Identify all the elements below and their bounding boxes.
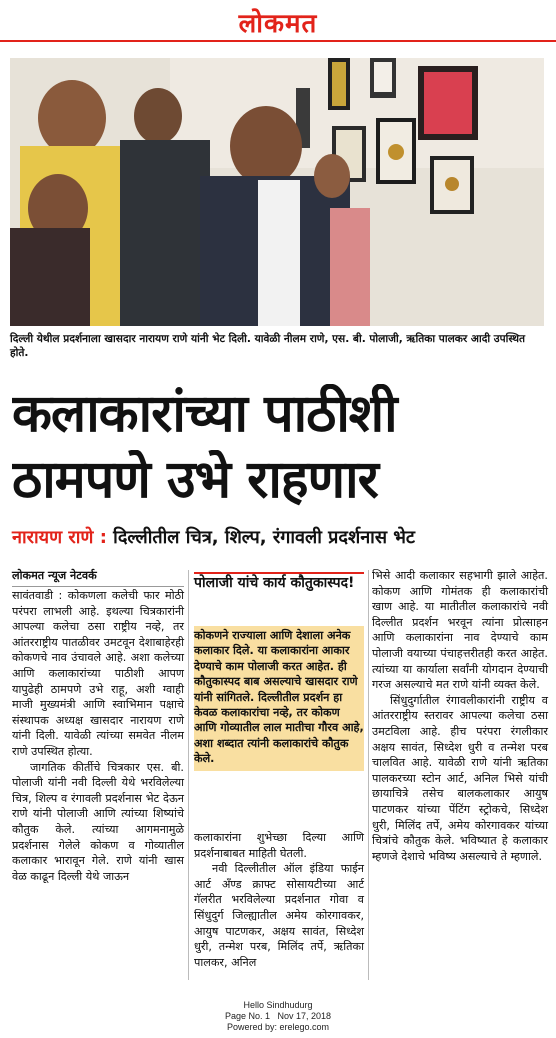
column-divider <box>188 570 189 980</box>
masthead-rule <box>0 40 556 42</box>
exhibition-photo-illustration <box>10 58 544 326</box>
paragraph: भिसे आदी कलाकार सहभागी झाले आहेत. कोकण आणि गोमंतक ही कलाकारांची खाण आहे. या मातीतील कलाकारांचे नवी दिल्लीत प्रदर्शन भरवून त्यांना प्रोत्साहन आणि कलाकारांना नाव देण्याचे काम पोलाजी वयाच्या पंचाहत्तरीतही करत आहेत. त्यांच्या या कार्याला सर्वांनी योगदान देण्याची गरज असल्याचे मत राणे यांनी व्यक्त केले. <box>372 569 548 692</box>
paragraph: सिंधुदुर्गातील रंगावलीकारांनी राष्ट्रीय व आंतरराष्ट्रीय स्तरावर आपल्या कलेचा ठसा उमटविला आहे. हीच परंपरा रंगलीकार अक्षय सावंत, सिध्देश धुरी व तन्मेश परब चालवित आहे. यावेळी राणे यांनी ऋतिका पालकरच्या स्टोन आर्ट, अनिल भिसे यांची छायाचित्रे तसेच बालकलाकार आयुष पाटणकर यांच्या पेंटिंग स्ट्रोकचे, सिध्देश धुरी, मिलिंद तर्पे, अमेय कोरगावकर यांच्या चित्रांचे कौतुक केले. भविष्यात हे कलाकार म्हणजे देशाचे भविष्य असल्याचे ते म्हणाले. <box>372 693 548 863</box>
article-column-2 <box>194 830 364 970</box>
article-column-1 <box>12 588 184 884</box>
box-title: पोलाजी यांचे कार्य कौतुकास्पद! <box>194 575 355 591</box>
headline-line-2: ठामपणे उभे राहणार <box>12 450 378 510</box>
article-column-3 <box>372 568 548 864</box>
paragraph: जागतिक कीर्तीचे चित्रकार एस. बी. पोलाजी यांनी नवी दिल्ली येथे भरविलेल्या चित्र, शिल्प व रंगावली प्रदर्शनास भेट देऊन राणे यांनी पोलाजी आणि त्यांच्या शिष्यांचे कौतुक केले. त्यांच्या आगमनामुळे प्रदर्शनास गेलेले कोकण व गोव्यातील कलाकार भारावून गेले. राणे यांनी खास वेळ काढून दिल्ली येथे जाऊन <box>12 760 184 883</box>
footer-page-date: Page No. 1 Nov 17, 2018 <box>224 1011 332 1021</box>
masthead <box>0 0 556 44</box>
page-footer <box>0 1000 556 1033</box>
paragraph: सावंतवाडी : कोकणला कलेची फार मोठी परंपरा लाभली आहे. इथल्या चित्रकारांनी आपल्या कलेचा ठसा राष्ट्रीय नव्हे, तर आंतरराष्ट्रीय पातळीवर उमटवून देशाबाहेरही कोकणचे नाव उंचावले आहे. अशा कलेच्या आणि कलाकारांच्या पाठीशी आपण यापुढेही ठामपणे उभे राहू, अशी ग्वाही माजी मुख्यमंत्री आणि स्वाभिमान पक्षाचे संस्थापक अध्यक्ष खासदार नारायण राणे यांनी दिली. यावेळी त्यांच्या समवेत नीलम राणे उपस्थित होत्या. <box>12 589 184 758</box>
subhead-text: दिल्लीतील चित्र, शिल्प, रंगावली प्रदर्शनास भेट <box>106 527 416 548</box>
highlight-quote-box: कोकणने राज्याला आणि देशाला अनेक कलाकार दिले. या कलाकारांना आकार देण्याचे काम पोलाजी करत आहेत. ही कौतुकास्पद बाब असल्याचे खासदार राणे यांनी सांगितले. दिल्लीतील प्रदर्शन हा केवळ कलाकारांचा नव्हे, तर कोकण आणि गोव्यातील लाल मातीचा गौरव आहे, अशा शब्दात त्यांनी कलाकारांचे कौतुक केले. <box>194 626 364 771</box>
footer-publication: Hello Sindhudurg <box>243 1000 313 1010</box>
subheadline <box>12 525 544 551</box>
paragraph: कलाकारांना शुभेच्छा दिल्या आणि प्रदर्शनाबाबत माहिती घेतली. <box>194 831 364 860</box>
column-divider <box>368 570 369 980</box>
headline-line-1: कलाकारांच्या पाठीशी <box>12 384 397 444</box>
subhead-speaker: नारायण राणे : <box>12 527 107 548</box>
byline-divider <box>12 586 184 587</box>
photo-caption: दिल्ली येथील प्रदर्शनाला खासदार नारायण राणे यांनी भेट दिली. यावेळी नीलम राणे, एस. बी. पोलाजी, ऋतिका पालकर आदी उपस्थित होते. <box>10 333 526 359</box>
byline: लोकमत न्यूज नेटवर्क <box>12 569 97 582</box>
lokmat-logo: लोकमत <box>238 9 318 39</box>
news-photo <box>10 58 544 326</box>
paragraph: नवी दिल्लीतील ऑल इंडिया फाईन आर्ट अँण्ड क्राफ्ट सोसायटीच्या आर्ट गॅलरीत भरविलेल्या प्रदर्शनात गोवा व सिंधुदुर्ग जिल्ह्यातील अमेय कोरगावकर, आयुष पाटणकर, अक्षय सावंत, सिध्देश धुरी, तन्मेश परब, मिलिंद तर्पे, ऋतिका पालकर, अनिल <box>194 862 364 969</box>
footer-powered-by[interactable]: Powered by: erelego.com <box>226 1022 330 1032</box>
